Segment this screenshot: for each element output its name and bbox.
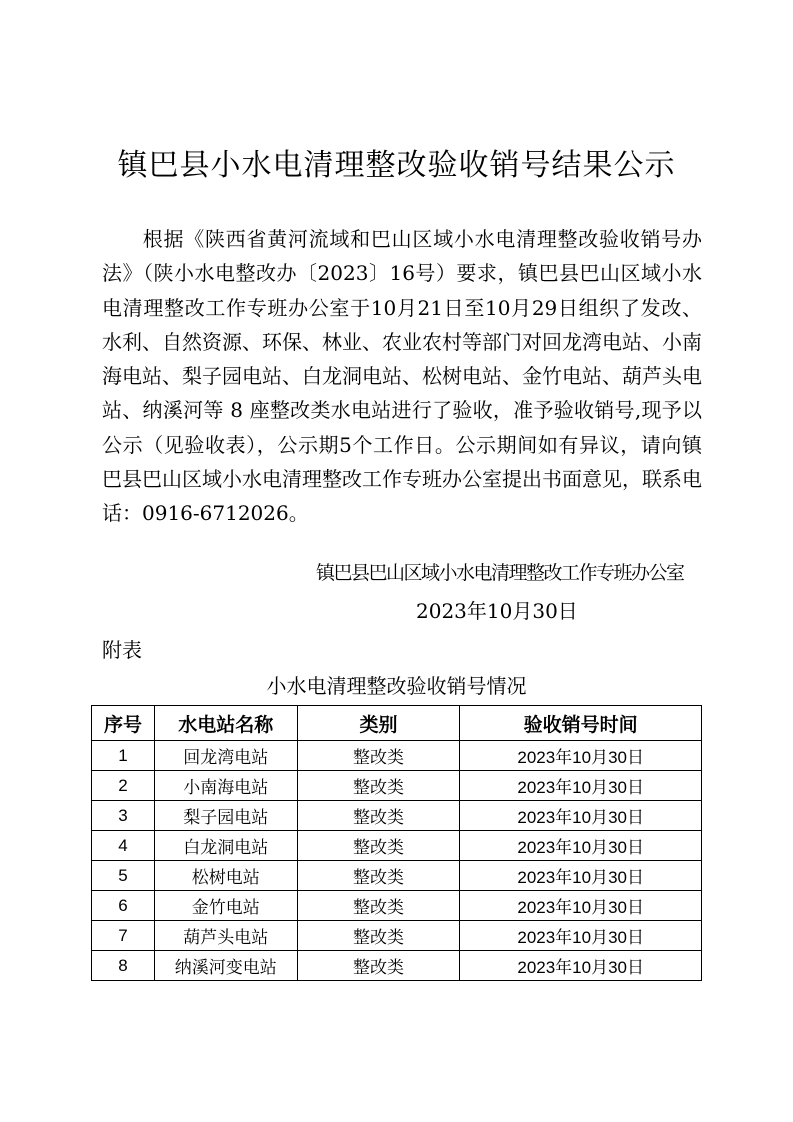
page-title: 镇巴县小水电清理整改验收销号结果公示: [117, 148, 676, 183]
row-category: 整改类: [297, 771, 460, 801]
row-acceptance-time: 2023年10月30日: [460, 921, 702, 951]
row-category: 整改类: [297, 891, 460, 921]
row-index: 8: [92, 951, 155, 981]
table-row: [92, 831, 702, 861]
table-row: [92, 861, 702, 891]
acceptance-table: [91, 705, 702, 981]
row-acceptance-time: 2023年10月30日: [460, 951, 702, 981]
row-station-name: 葫芦头电站: [154, 921, 297, 951]
row-index: 6: [92, 891, 155, 921]
row-acceptance-time: 2023年10月30日: [460, 891, 702, 921]
row-index: 5: [92, 861, 155, 891]
attachment-label: 附表: [102, 638, 142, 662]
row-index: 7: [92, 921, 155, 951]
row-station-name: 梨子园电站: [154, 801, 297, 831]
header-acceptance-time: 验收销号时间: [460, 706, 702, 741]
table-row: [92, 801, 702, 831]
row-station-name: 小南海电站: [154, 771, 297, 801]
table-header-row: [92, 706, 702, 741]
row-acceptance-time: 2023年10月30日: [460, 831, 702, 861]
notice-body: [102, 222, 702, 531]
row-index: 3: [92, 801, 155, 831]
row-acceptance-time: 2023年10月30日: [460, 741, 702, 771]
row-station-name: 回龙湾电站: [154, 741, 297, 771]
signer: 镇巴县巴山区域小水电清理整改工作专班办公室: [316, 562, 684, 584]
row-index: 4: [92, 831, 155, 861]
row-station-name: 纳溪河变电站: [154, 951, 297, 981]
row-station-name: 松树电站: [154, 861, 297, 891]
header-category: 类别: [297, 706, 460, 741]
row-index: 1: [92, 741, 155, 771]
row-index: 2: [92, 771, 155, 801]
table-row: [92, 891, 702, 921]
table-row: [92, 741, 702, 771]
row-category: 整改类: [297, 831, 460, 861]
row-station-name: 金竹电站: [154, 891, 297, 921]
table-title: 小水电清理整改验收销号情况: [266, 674, 527, 698]
row-station-name: 白龙洞电站: [154, 831, 297, 861]
header-index: 序号: [92, 706, 155, 741]
row-acceptance-time: 2023年10月30日: [460, 771, 702, 801]
row-category: 整改类: [297, 741, 460, 771]
header-station-name: 水电站名称: [154, 706, 297, 741]
row-category: 整改类: [297, 861, 460, 891]
table-row: [92, 771, 702, 801]
row-category: 整改类: [297, 951, 460, 981]
row-category: 整改类: [297, 921, 460, 951]
row-acceptance-time: 2023年10月30日: [460, 801, 702, 831]
notice-date: 2023年10月30日: [416, 599, 578, 623]
row-acceptance-time: 2023年10月30日: [460, 861, 702, 891]
table-row: [92, 951, 702, 981]
table-row: [92, 921, 702, 951]
notice-body-text: 根据《陕西省黄河流域和巴山区域小水电清理整改验收销号办法》（陕小水电整改办〔2023〕16号）要求，镇巴县巴山区域小水电清理整改工作专班办公室于10月21日至10月29日组织了发改、水利、自然资源、环保、林业、农业农村等部门对回龙湾电站、小南海电站、梨子园电站、白龙洞电站、松树电站、金竹电站、葫芦头电站、纳溪河等 8 座整改类水电站进行了验收，准予验收销号,现予以公示（见验收表），公示期5个工作日。公示期间如有异议，请向镇巴县巴山区域小水电清理整改工作专班办公室提出书面意见，联系电话：0916-6712026。: [102, 227, 702, 526]
row-category: 整改类: [297, 801, 460, 831]
